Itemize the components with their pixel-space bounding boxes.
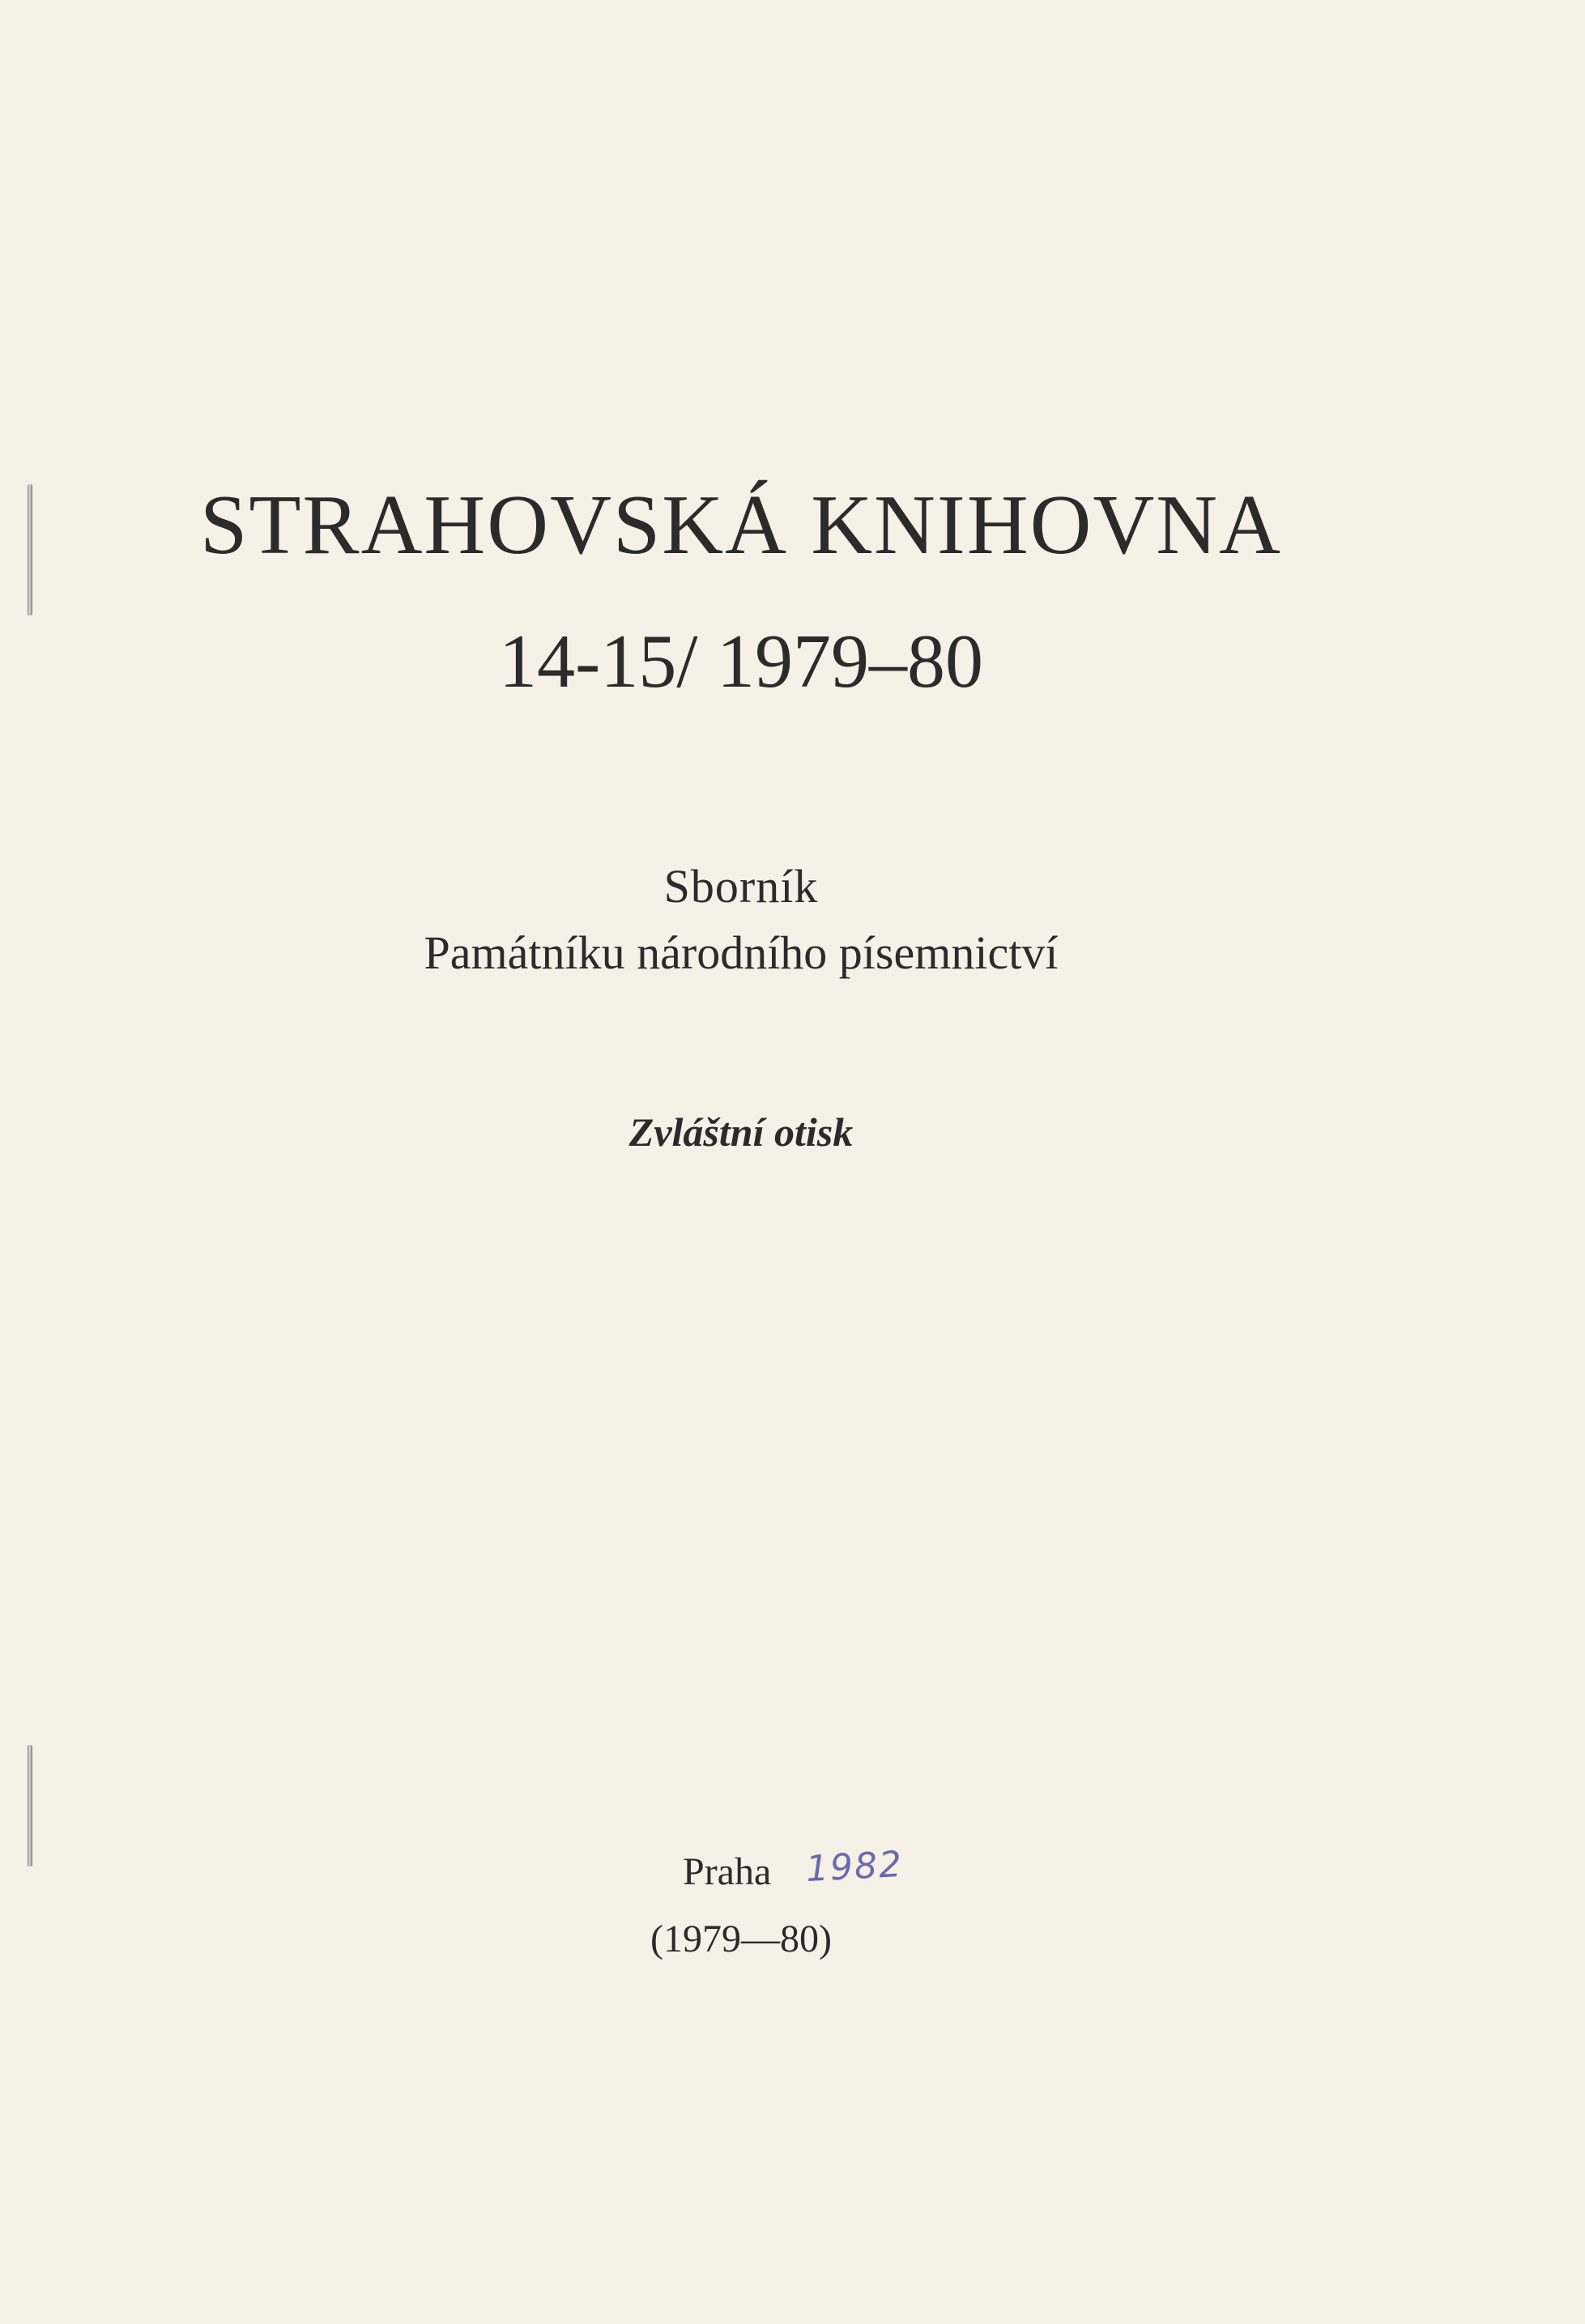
staple-bottom [28,1745,32,1866]
offprint-label: Zvláštní otisk [628,1109,854,1155]
issue-number: 14-15/ 1979–80 [499,619,983,704]
publication-place: Praha [683,1850,772,1893]
cover-title: STRAHOVSKÁ KNIHOVNA [200,477,1282,572]
handwritten-year: 1982 [804,1843,905,1891]
subtitle-line-2: Památníku národního písemnictví [424,926,1059,979]
publication-years: (1979—80) [650,1918,832,1960]
subtitle-line-1: Sborník [663,860,819,913]
